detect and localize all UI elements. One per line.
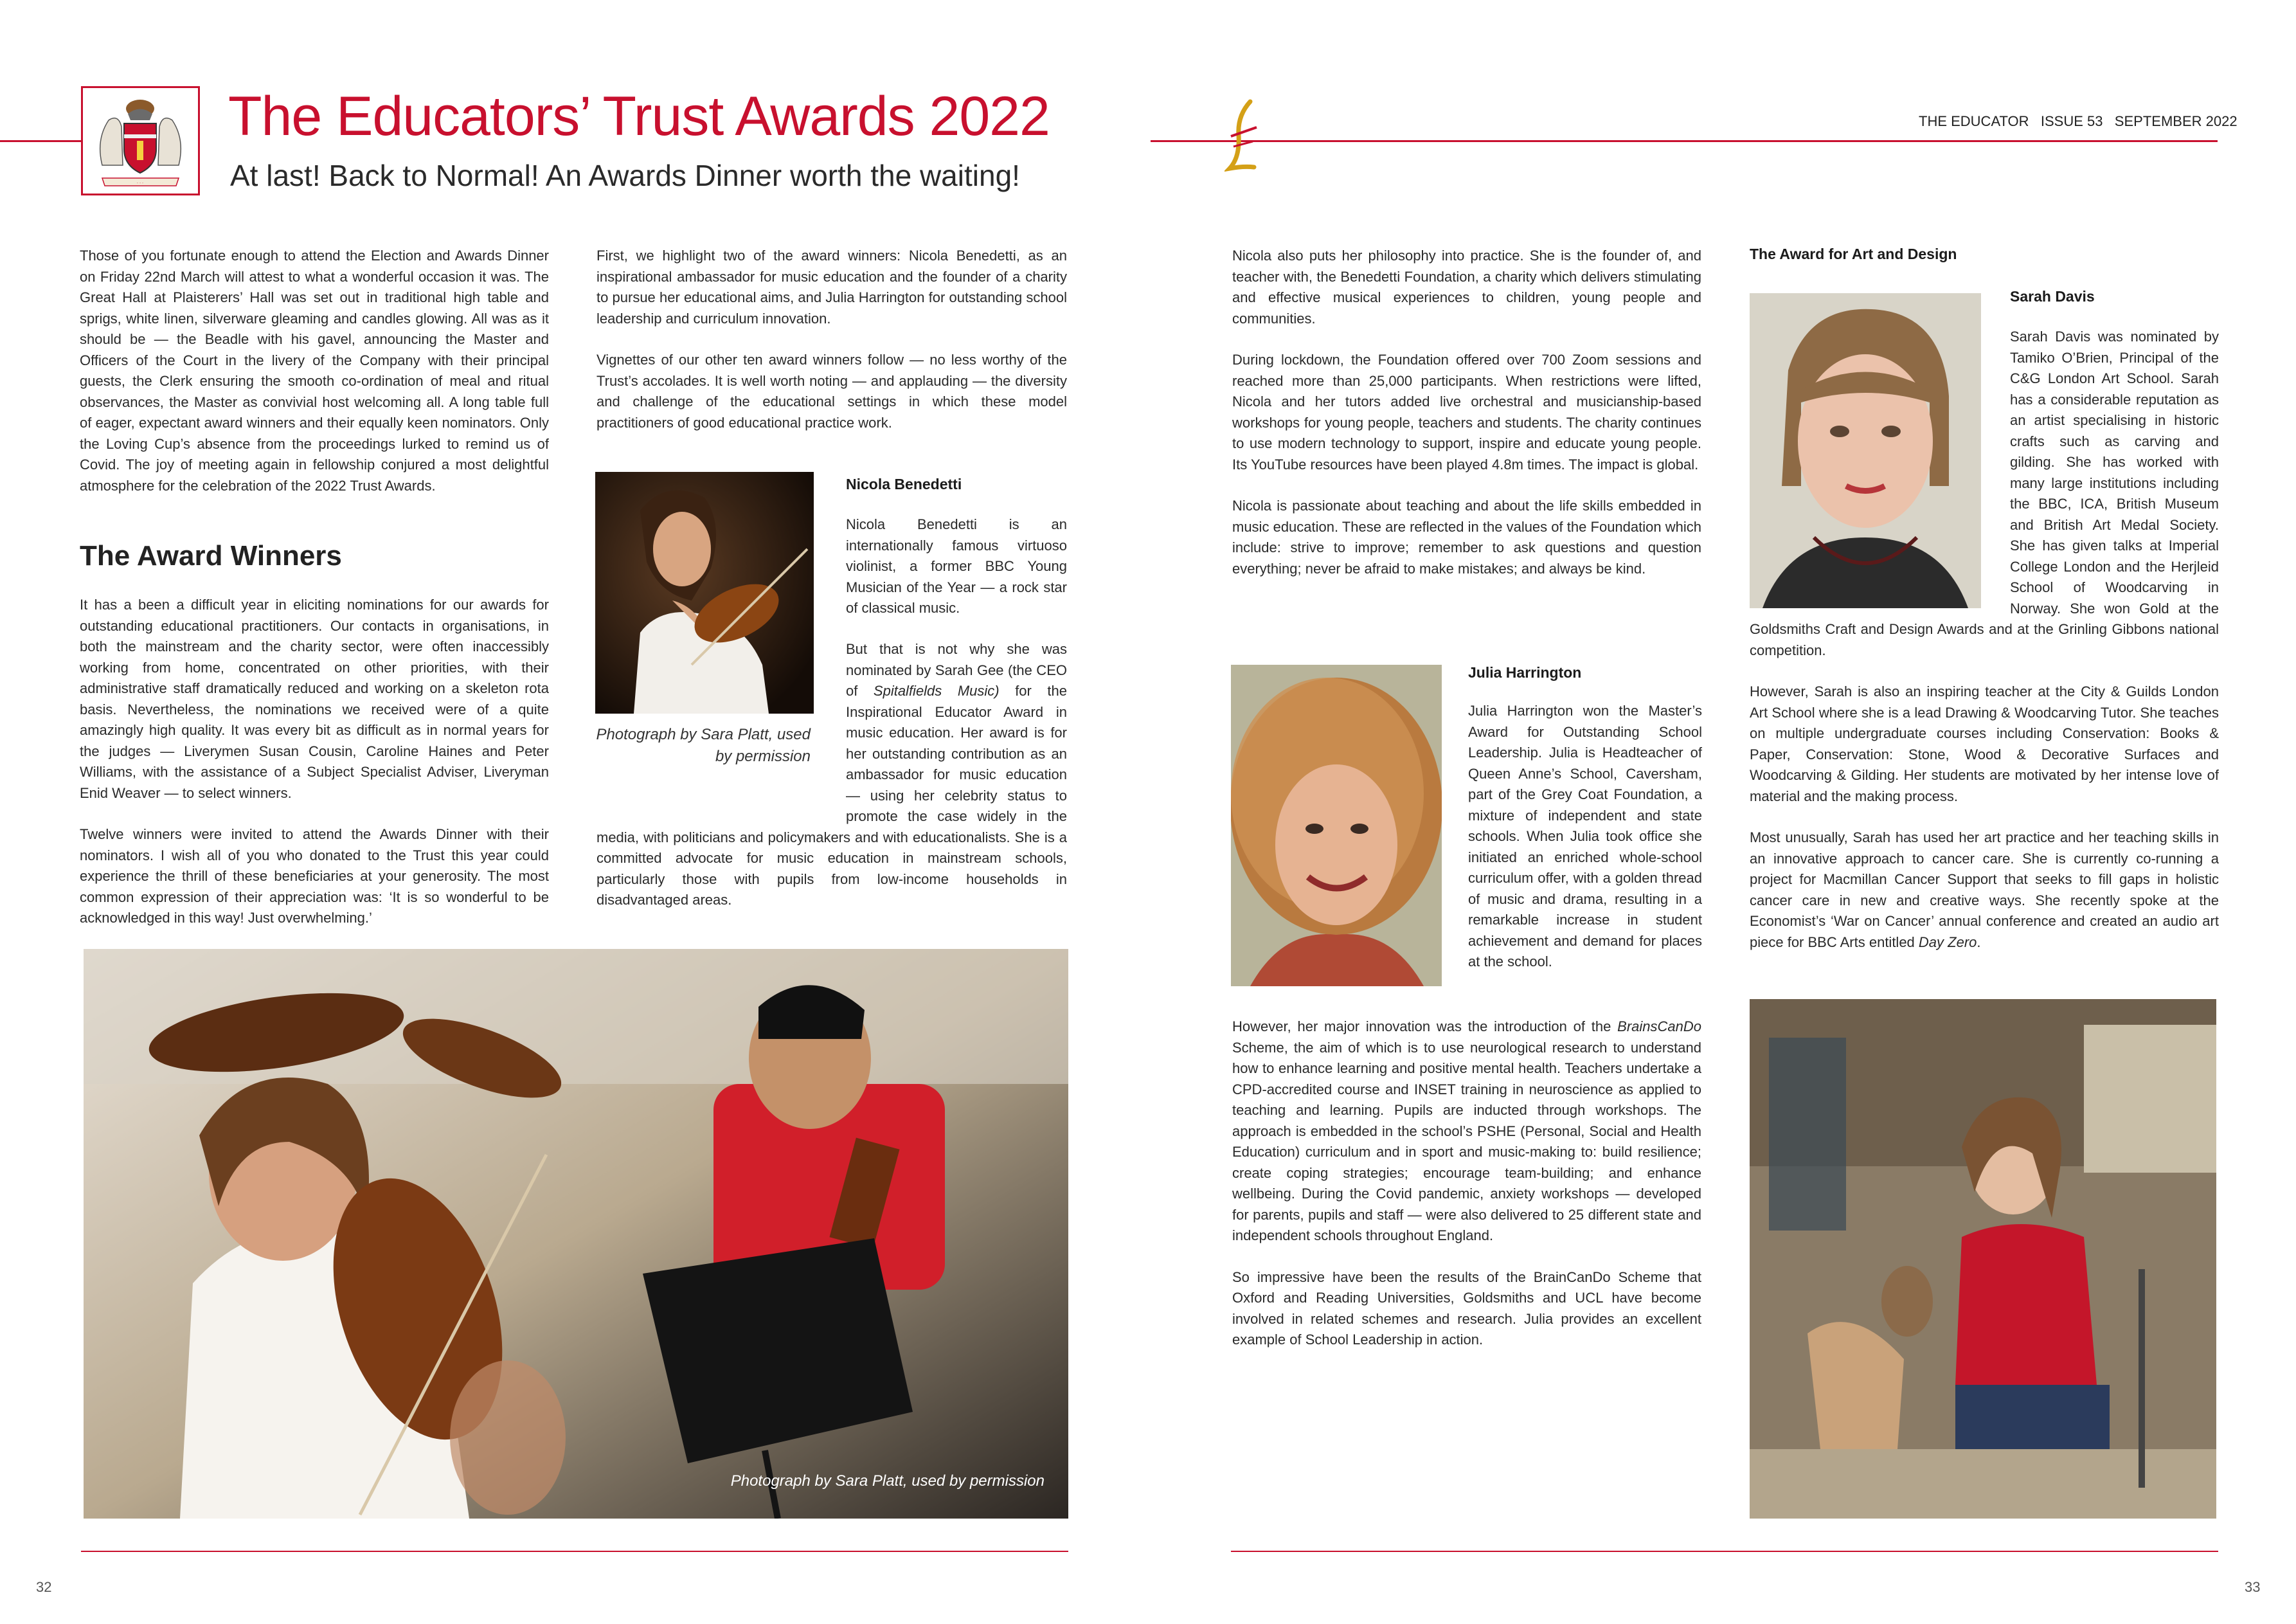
footer-rule-right — [1231, 1551, 2218, 1552]
intro-paragraph: Those of you fortunate enough to attend the Election and Awards Dinner on Friday 22nd March will attest to what a wonderful occasion it was. The Great Hall at Plaisterers’ Hall was set out in traditional high table and sprigs, white linen, silverware gleaming and candles glowing. All was as it should be — the Beadle with his gavel, announcing the Master and Officers of the Court in the livery of the Company with their principal guests, the Clerk ensuring the smooth co-ordination of meal and ritual observances, the Master as convivial host welcoming all. A long table full of eager, expectant award winners and their equally keen nominators. Only the Loving Cup’s absence from the proceedings lurked to remind us of Covid. The joy of meeting again in fellowship conjured a most delightful atmosphere for the celebration of the 2022 Trust Awards. — [80, 248, 549, 494]
educators-logo-icon — [1224, 96, 1263, 174]
orchestra-photo — [84, 949, 1068, 1519]
footer-rule-left — [81, 1551, 1068, 1552]
nicola-text-wrap: But that is not why she was nominated by Sarah Gee (the CEO of Spitalfields Music) for the Inspirational Educator Award in music education. Her award is for her outstanding contribution as an ambassador for music education — using her celebrity status to promote the case widely in the media, with politicians and policymakers and with educationalists. She is a committed advocate for music education in mainstream schools, particularly those with pupils from low-income households in disadvantaged areas. — [596, 641, 1068, 908]
section-heading-award-winners: The Award Winners — [80, 540, 342, 572]
header-rule-right — [1151, 140, 2218, 142]
nicola-text-narrow: Nicola Benedetti is an internationally famous virtuoso violinist, a former BBC Young Musician of the Year — a rock star of classical music. — [846, 516, 1067, 616]
sarah-text-wrap: Sarah Davis was nominated by Tamiko O’Brien, Principal of the C&G London Art School. Sarah has a considerable reputation as an artist specialising in historic crafts such as carving and gilding. She has worked with many large institutions including the BBC, ICA, British Museum and British Art Medal Society. She has given talks at Imperial College London and the Herjleid School of Woodcarving in Norway. She won Gold at the Goldsmiths Craft and Design Awards and at the Grinling Gibbons national competition. However, Sarah is also an inspiring teacher at the City & Guilds London Art School where she is a lead Drawing & Woodcarving Tutor. She teaches on multiple undergraduate courses including Conservation: Books & Paper, Conservation: Stone, Wood & Decorative Surfaces and Woodcarving & Gilding. Her students are motivated by her intense love of material and the making process. Most unusually, Sarah has used her art practice and her teaching skills in an innovative approach to cancer care. She is currently co-running a project for Macmillan Cancer Support that seeks to fill gaps in holistic cancer care in new and creative ways. She recently spoke at the Economist’s ‘War on Cancer’ annual conference and created an audio art piece for BBC Arts entitled Day Zero. — [1750, 329, 2219, 950]
page-title: The Educators’ Trust Awards 2022 — [228, 86, 1050, 147]
julia-heading: Julia Harrington — [1468, 664, 1582, 681]
svg-text:· · ·: · · · — [136, 181, 144, 186]
nicola-foundation-text: Nicola also puts her philosophy into practice. She is the founder of, and teacher with, the Benedetti Foundation, a charity which delivers stimulating and effective musical experiences to children, young people and communities. During lockdown, the Foundation offered over 700 Zoom sessions and reached more than 25,000 participants. When restrictions were lifted, Nicola and her tutors added live orchestral and musicianship-based workshops for young people, teachers and students. The charity continues to use modern technology to support, inspire and educate young people. Its YouTube resources have been played 4.8m times. The impact is global. Nicola is passionate about teaching and about the life skills embedded in music education. These are reflected in the values of the Foundation which include: strive to improve; remember to ask questions and question everything; never be afraid to make mistakes; and always be kind. — [1232, 248, 1701, 577]
page-number-right: 33 — [2245, 1579, 2261, 1595]
intro-column-2: First, we highlight two of the award winners: Nicola Benedetti, as an inspirational ambassador for music education and the founder of a charity to pursue her educational aims, and Julia Harrington for outstanding school leadership and curriculum innovation. Vignettes of our other ten award winners follow — no less worthy of the Trust’s accolades. It is well worth noting — and applauding — the diversity and challenge of the educational settings in which these model practitioners of good educational practice work. — [596, 248, 1067, 431]
header-rule-left-short — [0, 140, 81, 142]
sarah-workshop-photo — [1750, 999, 2216, 1519]
nicola-heading: Nicola Benedetti — [846, 476, 962, 492]
orchestra-photo-caption: Photograph by Sara Platt, used by permission — [730, 1472, 1045, 1490]
art-design-heading: The Award for Art and Design — [1750, 246, 1957, 262]
running-head: THE EDUCATOR ISSUE 53 SEPTEMBER 2022 — [1919, 113, 2238, 129]
coat-of-arms-icon — [81, 86, 200, 195]
nicola-photo-caption: Photograph by Sara Platt, used by permission — [596, 726, 811, 765]
julia-text-narrow: Julia Harrington won the Master’s Award for Outstanding School Leadership. Julia is Headteacher of Queen Anne’s School, Caversham, part of the Grey Coat Foundation, a mixture of independent and state schools. When Julia took office she initiated an enriched whole-school curriculum offer, with a golden thread of music and drama, resulting in a remarkable increase in student achievement and demand for places at the school. — [1468, 703, 1702, 970]
page-subtitle: At last! Back to Normal! An Awards Dinner worth the waiting! — [230, 159, 1020, 192]
page-number-left: 32 — [36, 1579, 52, 1595]
julia-text-wide: However, her major innovation was the introduction of the BrainsCanDo Scheme, the aim of which is to use neurological research to understand how to enhance learning and positive mental health. Teachers undertake a CPD-accredited course and INSET training in neuroscience as applied to teaching and learning. Pupils are inducted through workshops. The approach is embedded in the school’s PSHE (Personal, Social and Health Education) curriculum and in sport and music-making to: build resilience; create coping strategies; encourage team-building; and enhance wellbeing. During the Covid pandemic, anxiety workshops — developed for parents, pupils and staff — were also delivered to 25 different state and independent schools throughout England. So impressive have been the results of the BrainCanDo Scheme that Oxford and Reading Universities, Goldsmiths and UCL have become involved in related schemes and research. Julia provides an excellent example of School Leadership in action. — [1232, 1018, 1701, 1348]
winners-text: It has a been a difficult year in eliciting nominations for our awards for outstanding educational practitioners. Our contacts in organisations, in both the mainstream and the charity sector, were often inaccessibly working from home, concentrated on other priorities, with their administrative staff dramatically reduced and working on a skeleton rota basis. Nevertheless, the nominations we received were of a quite amazingly high quality. It was every bit as difficult as in normal years for the judges — Liverymen Susan Cousin, Caroline Haines and Peter Williams, with the assistance of a Subject Specialist Adviser, Liveryman Enid Weaver — to select winners. Twelve winners were invited to attend the Awards Dinner with their nominators. I wish all of you who donated to the Trust this year could experience the thrill of these beneficiaries at your generosity. The most common expression of their appreciation was: ‘It is so wonderful to be acknowledged in this way! Just overwhelming.’ — [80, 597, 549, 926]
sarah-heading: Sarah Davis — [2010, 288, 2095, 305]
julia-portrait-photo — [1231, 665, 1442, 986]
